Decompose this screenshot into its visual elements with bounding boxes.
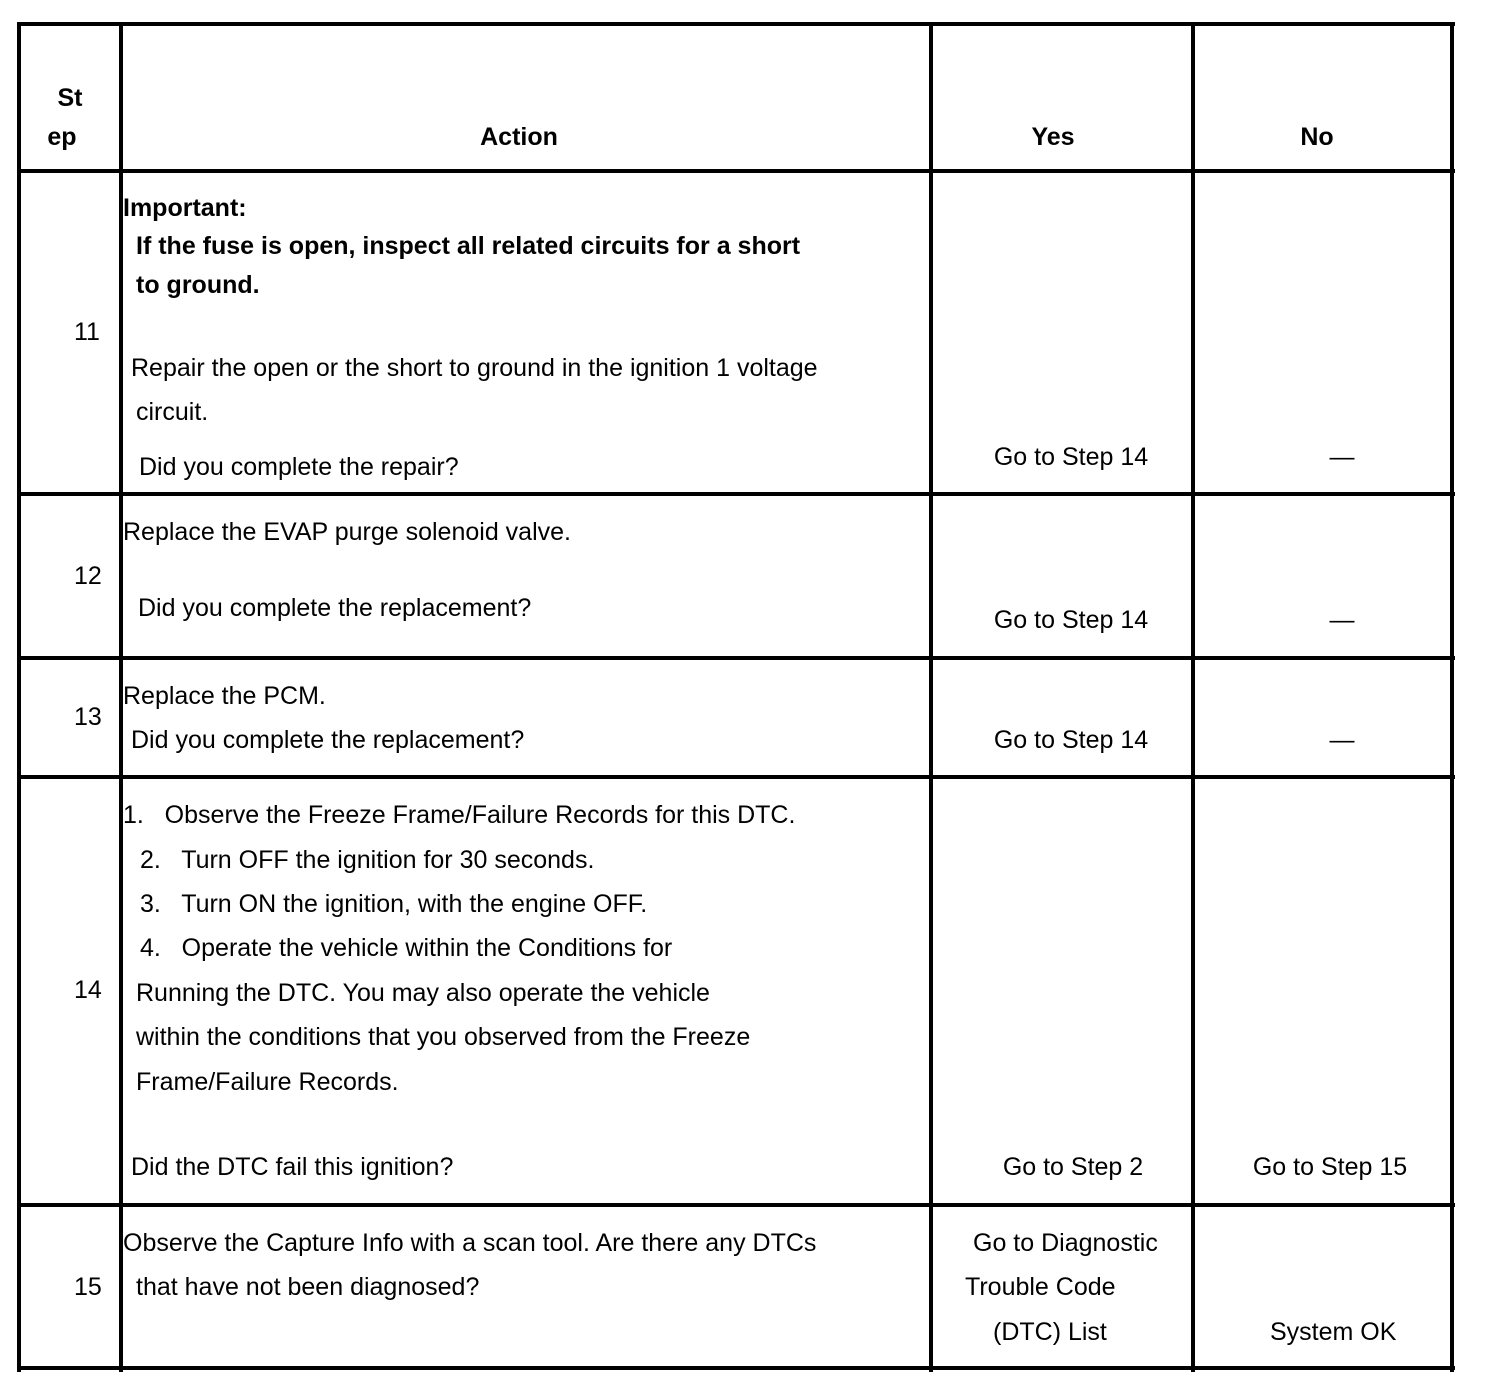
action-text: Replace the PCM. <box>123 682 326 710</box>
row-divider <box>17 492 1455 496</box>
step-number: 15 <box>74 1273 102 1301</box>
step-number: 11 <box>74 318 100 346</box>
row-divider <box>17 775 1455 779</box>
action-list-item: 2. Turn OFF the ignition for 30 seconds. <box>140 846 595 874</box>
step-number: 14 <box>74 976 102 1004</box>
table-border-top <box>17 22 1455 26</box>
action-list-item: 1. Observe the Freeze Frame/Failure Records for this DTC. <box>123 801 796 829</box>
no-result: — <box>1329 443 1355 471</box>
action-question: Did you complete the replacement? <box>138 594 532 622</box>
table-border-bottom <box>17 1366 1455 1370</box>
yes-result: Go to Step 14 <box>993 443 1149 471</box>
yes-result: Go to Step 14 <box>993 726 1149 754</box>
no-result: Go to Step 15 <box>1252 1153 1408 1181</box>
action-text: Replace the EVAP purge solenoid valve. <box>123 518 571 546</box>
action-text: Running the DTC. You may also operate the vehicle <box>136 979 710 1007</box>
action-text: Frame/Failure Records. <box>136 1068 399 1096</box>
step-number: 13 <box>74 703 102 731</box>
yes-result: (DTC) List <box>993 1318 1107 1346</box>
important-note: to ground. <box>136 271 260 299</box>
step-number: 12 <box>74 562 102 590</box>
row-divider <box>17 1203 1455 1207</box>
no-result: — <box>1329 726 1355 754</box>
yes-result: Go to Diagnostic <box>973 1229 1158 1257</box>
yes-result: Trouble Code <box>965 1273 1116 1301</box>
action-question: Did the DTC fail this ignition? <box>131 1153 454 1181</box>
header-action: Action <box>480 123 558 151</box>
yes-result: Go to Step 14 <box>993 606 1149 634</box>
action-text: Observe the Capture Info with a scan tool. Are there any DTCs <box>123 1229 817 1257</box>
important-note: If the fuse is open, inspect all related circuits for a short <box>136 232 801 260</box>
header-no: No <box>1300 123 1334 151</box>
header-step-line1: St <box>57 84 83 112</box>
action-question: Did you complete the replacement? <box>131 726 525 754</box>
action-list-item: 3. Turn ON the ignition, with the engine OFF. <box>140 890 648 918</box>
header-step-line2: ep <box>47 123 77 151</box>
no-result: System OK <box>1270 1318 1397 1346</box>
action-text: that have not been diagnosed? <box>136 1273 480 1301</box>
header-divider <box>17 169 1455 173</box>
row-divider <box>17 656 1455 660</box>
action-text: circuit. <box>136 398 209 426</box>
action-text: Repair the open or the short to ground in the ignition 1 voltage <box>131 354 818 382</box>
no-result: — <box>1329 606 1355 634</box>
table-border-left <box>17 22 21 1372</box>
important-label: Important: <box>123 194 247 222</box>
action-list-item: 4. Operate the vehicle within the Conditions for <box>140 934 673 962</box>
action-question: Did you complete the repair? <box>139 453 459 481</box>
action-text: within the conditions that you observed from the Freeze <box>136 1023 751 1051</box>
yes-result: Go to Step 2 <box>1002 1153 1144 1181</box>
header-yes: Yes <box>1031 123 1075 151</box>
